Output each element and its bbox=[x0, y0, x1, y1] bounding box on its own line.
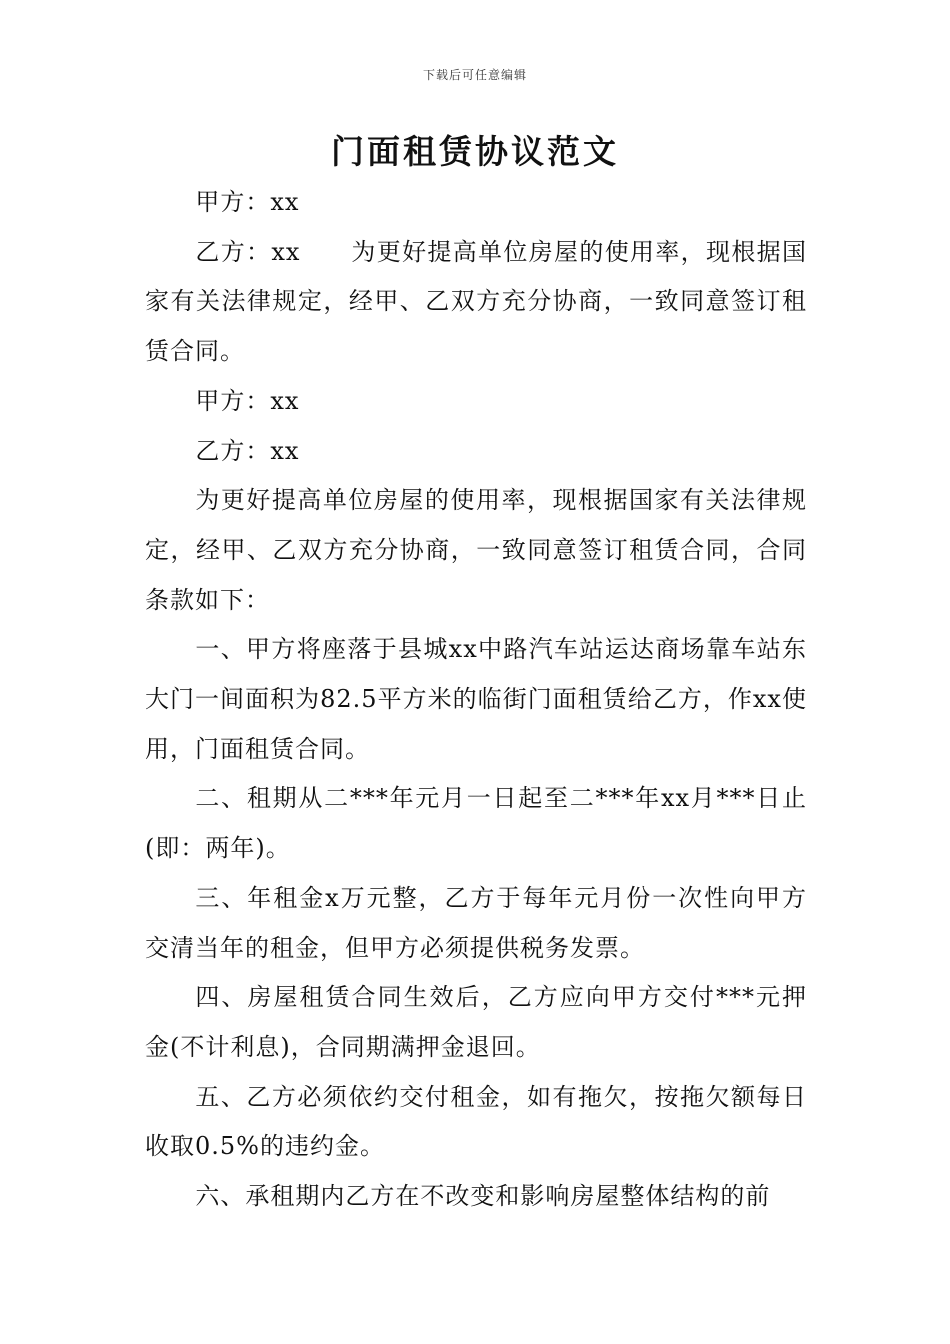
clause-4: 四、房屋租赁合同生效后，乙方应向甲方交付***元押金(不计利息)，合同期满押金退回。 bbox=[145, 983, 807, 1061]
paragraph-party-b-repeat: 乙方：xx bbox=[195, 436, 300, 465]
clause-2: 二、租期从二***年元月一日起至二***年xx月***日止(即：两年)。 bbox=[145, 784, 807, 863]
document-body bbox=[145, 178, 807, 1222]
paragraph-party-b-intro: 乙方：xx 为更好提高单位房屋的使用率，现根据国家有关法律规定，经甲、乙双方充分协商，一致同意签订租赁合同。 bbox=[145, 237, 807, 366]
clause-3: 三、年租金x万元整，乙方于每年元月份一次性向甲方交清当年的租金，但甲方必须提供税务发票。 bbox=[145, 883, 807, 962]
paragraph-party-a-repeat: 甲方：xx bbox=[195, 386, 300, 415]
clause-5: 五、乙方必须依约交付租金，如有拖欠，按拖欠额每日收取0.5%的违约金。 bbox=[145, 1082, 807, 1161]
paragraph-party-a: 甲方：xx bbox=[195, 188, 300, 216]
paragraph-preamble: 为更好提高单位房屋的使用率，现根据国家有关法律规定，经甲、乙双方充分协商，一致同意签订租赁合同，合同条款如下： bbox=[145, 486, 807, 614]
document-title: 门面租赁协议范文 bbox=[331, 132, 619, 171]
clause-6: 六、承租期内乙方在不改变和影响房屋整体结构的前 bbox=[195, 1182, 771, 1211]
header-note: 下载后可任意编辑 bbox=[422, 68, 527, 82]
clause-1: 一、甲方将座落于县城xx中路汽车站运达商场靠车站东大门一间面积为82.5平方米的临街门面租赁给乙方，作xx使用，门面租赁合同。 bbox=[145, 635, 807, 763]
